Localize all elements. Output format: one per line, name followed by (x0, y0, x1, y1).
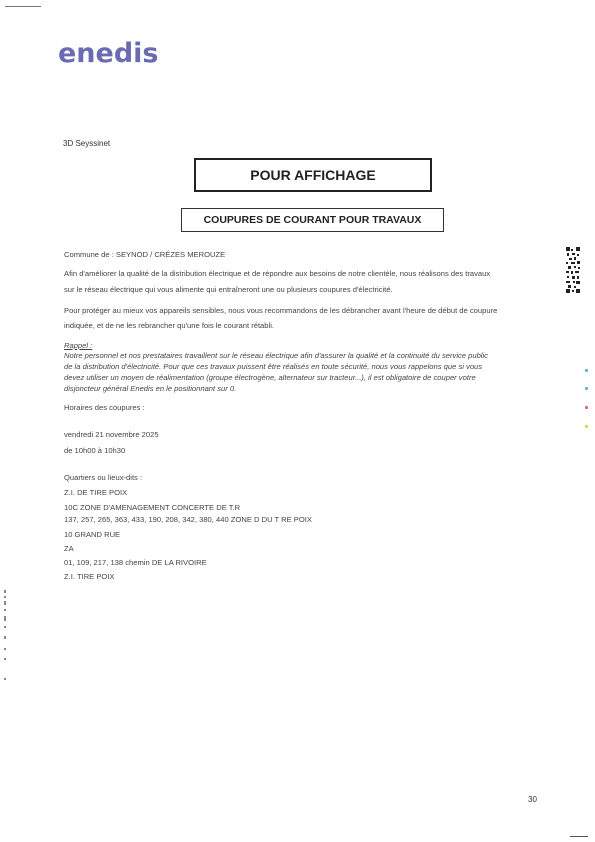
quartier-item: 137, 257, 265, 363, 433, 190, 208, 342, 380, 440 ZONE D DU T RE POIX (64, 515, 312, 524)
enedis-logo: enedis (58, 38, 159, 69)
quartier-item: 01, 109, 217, 138 chemin DE LA RIVOIRE (64, 558, 207, 567)
color-marker-cyan (585, 369, 588, 372)
coupure-date: vendredi 21 novembre 2025 (64, 430, 159, 439)
quartier-item: Z.I. TIRE POIX (64, 572, 115, 581)
quartier-item: Z.I. DE TIRE POIX (64, 488, 128, 497)
intro-line-1: Afin d'améliorer la qualité de la distribution électrique et de répondre aux besoins de notre clientèle, nous réalisons des travaux (64, 269, 491, 278)
margin-scan-marks (1, 590, 11, 690)
protect-line-1: Pour protéger au mieux vos appareils sensibles, nous vous recommandons de les débrancher avant l'heure de début de coupure (64, 306, 498, 315)
quartier-item: 10C ZONE D'AMENAGEMENT CONCERTE DE T.R (64, 503, 241, 512)
intro-line-2: sur le réseau électrique qui vous alimente qui entraîneront une ou plusieurs coupures d'électricité. (64, 285, 393, 294)
agency-name: 3D Seyssinet (63, 139, 111, 148)
page-subtitle (181, 208, 444, 232)
quartier-item: 10 GRAND RUE (64, 530, 121, 539)
page-title-text: POUR AFFICHAGE (250, 167, 376, 183)
color-marker-magenta (585, 406, 588, 409)
horaires-title: Horaires des coupures : (64, 403, 145, 412)
quartiers-title: Quartiers ou lieux-dits : (64, 473, 143, 482)
page-title (194, 158, 432, 192)
scan-edge-mark (570, 836, 588, 837)
protect-line-2: indiquée, et de ne les rebrancher qu'une fois le courant rétabli. (64, 321, 274, 330)
qr-code-icon (566, 247, 580, 293)
quartier-item: ZA (64, 544, 74, 553)
page-subtitle-text: COUPURES DE COURANT POUR TRAVAUX (203, 214, 422, 226)
page-number: 30 (528, 795, 537, 804)
rappel-line-1: Notre personnel et nos prestataires travaillent sur le réseau électrique afin d'assurer la qualité et la continuité du service public (64, 351, 488, 360)
color-marker-cyan (585, 387, 588, 390)
color-marker-yellow (585, 425, 588, 428)
commune-line: Commune de : SEYNOD / CRÉZES MEROUZE (64, 250, 226, 259)
rappel-line-4: disjoncteur général Enedis en le positionnant sur 0. (64, 384, 237, 393)
rappel-line-3: devez utiliser un moyen de réalimentation (groupe électrogène, alternateur sur tracteur...), il est obligatoire de couper votre (64, 373, 476, 382)
coupure-time: de 10h00 à 10h30 (64, 446, 126, 455)
rappel-title: Rappel : (64, 341, 93, 350)
rappel-line-2: de la distribution d'électricité. Pour que ces travaux puissent être réalisés en toute sécurité, nous vous rappelons que si vous (64, 362, 483, 371)
scan-edge-mark (5, 6, 41, 7)
